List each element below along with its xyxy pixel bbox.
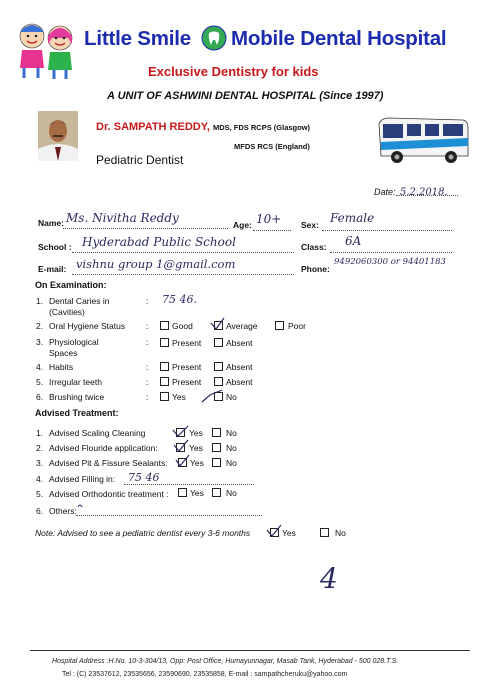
tooth-globe-logo-icon — [201, 25, 227, 51]
other-scribble — [78, 505, 82, 507]
date-value[interactable]: 5.2.2018. — [399, 187, 448, 198]
exam-item-label-2: (Cavities) — [49, 307, 85, 317]
hospital-name-right: Mobile Dental Hospital — [231, 27, 447, 50]
followup-no-label: No — [335, 528, 346, 538]
option-label: Yes — [190, 488, 204, 498]
school-field[interactable]: Hyderabad Public School — [82, 235, 236, 249]
option-label: Absent — [226, 362, 253, 372]
exam-item-label-2: Spaces — [49, 348, 78, 358]
absent-checkbox[interactable] — [214, 362, 223, 371]
treatment-item-num: 2. — [36, 443, 44, 453]
option-label: No — [226, 488, 237, 498]
footer-address: Hospital Address :H.No. 10-3-304/13, Opp: Post Office, Humayunnagar, Masab Tank, Hyderabad - 500 028.T.S. — [52, 658, 399, 665]
treatment-item-label: Advised Filling in: — [49, 474, 116, 484]
unit-line: A UNIT OF ASHWINI DENTAL HOSPITAL (Since 1997) — [107, 90, 384, 102]
sex-underline — [322, 230, 452, 231]
doctor-photo-icon — [38, 111, 78, 161]
date-row — [374, 182, 448, 200]
exam-item-num: 3. — [36, 337, 44, 347]
treatment-item-num: 4. — [36, 474, 44, 484]
age-label: Age: — [233, 220, 252, 230]
exam-item-num: 6. — [36, 392, 44, 402]
school-underline — [72, 252, 294, 253]
option-label: Present — [172, 362, 202, 372]
footer-rule — [30, 650, 470, 651]
no-checkbox[interactable] — [212, 443, 221, 452]
treatment-item-label: Advised Scaling Cleaning — [49, 428, 146, 438]
name-field[interactable]: Ms. Nivitha Reddy — [66, 211, 179, 225]
exam-item-label: Irregular teeth — [49, 377, 102, 387]
exam-item-num: 1. — [36, 296, 44, 306]
doctor-name-text: Dr. SAMPATH REDDY, — [96, 121, 210, 133]
option-label: Good — [172, 321, 193, 331]
exam-colon: : — [146, 362, 149, 372]
option-label: No — [226, 458, 237, 468]
treatment-item-num: 3. — [36, 458, 44, 468]
school-label: School : — [38, 242, 72, 252]
doctor-degrees-1: MDS, FDS RCPS (Glasgow) — [212, 123, 311, 132]
present-checkbox[interactable] — [160, 377, 169, 386]
treatment-heading: Advised Treatment: — [35, 408, 119, 418]
exam-item-label: Habits — [49, 362, 74, 372]
date-underline — [396, 195, 458, 196]
doctor-degrees-2: MFDS RCS (England) — [234, 142, 310, 151]
kids-logo-icon — [14, 18, 82, 80]
doctor-name — [96, 121, 310, 133]
option-label: Average — [226, 321, 258, 331]
option-label: Absent — [226, 338, 253, 348]
exam-colon: : — [146, 321, 149, 331]
exam-item-num: 2. — [36, 321, 44, 331]
followup-yes-checkbox[interactable] — [270, 528, 279, 537]
exam-colon: : — [146, 296, 149, 306]
treatment-item-label: Advised Orthodontic treatment : — [49, 489, 169, 499]
filling-field[interactable]: 75 46 — [128, 471, 160, 484]
option-label: No — [226, 428, 237, 438]
present-checkbox[interactable] — [160, 338, 169, 347]
treatment-item-label: Advised Flouride application: — [49, 443, 158, 453]
no-checkbox[interactable] — [212, 488, 221, 497]
email-underline — [72, 274, 294, 275]
doctor-specialty: Pediatric Dentist — [96, 153, 184, 167]
option-label: Poor — [288, 321, 306, 331]
option-label: Absent — [226, 377, 253, 387]
no-checkbox[interactable] — [212, 428, 221, 437]
exam-item-label: Physiological — [49, 337, 99, 347]
tagline: Exclusive Dentistry for kids — [148, 64, 319, 79]
absent-checkbox[interactable] — [214, 338, 223, 347]
email-label: E-mail: — [38, 264, 67, 274]
yes-checkbox[interactable] — [176, 443, 185, 452]
yes-checkbox[interactable] — [160, 392, 169, 401]
exam-item-num: 5. — [36, 377, 44, 387]
option-label: Yes — [189, 443, 203, 453]
option-label: Yes — [189, 428, 203, 438]
date-label: Date: — [374, 187, 396, 197]
examination-heading: On Examination: — [35, 280, 107, 290]
option-label: Yes — [172, 392, 186, 402]
good-checkbox[interactable] — [160, 321, 169, 330]
filling-underline — [124, 484, 254, 485]
followup-no-checkbox[interactable] — [320, 528, 329, 537]
email-field[interactable]: vishnu group 1@gmail.com — [76, 257, 236, 271]
footer-contact: Tel : (C) 23537612, 23535656, 23590690, 23535858, E-mail : sampathcheruku@yahoo.com — [62, 671, 348, 678]
average-checkbox[interactable] — [214, 321, 223, 330]
present-checkbox[interactable] — [160, 362, 169, 371]
yes-checkbox[interactable] — [176, 428, 185, 437]
followup-note: Note: Advised to see a pediatric dentist every 3-6 months — [35, 528, 251, 538]
hospital-name-left: Little Smile — [84, 27, 191, 50]
class-field[interactable]: 6A — [345, 234, 362, 248]
yes-checkbox[interactable] — [178, 488, 187, 497]
name-underline — [63, 228, 228, 229]
treatment-item-num: 6. — [36, 506, 44, 516]
yes-checkbox[interactable] — [178, 458, 187, 467]
exam-colon: : — [146, 337, 149, 347]
phone-label: Phone: — [301, 264, 330, 274]
exam-item-label: Oral Hygiene Status — [49, 321, 126, 331]
option-label: No — [226, 392, 237, 402]
exam-colon: : — [146, 392, 149, 402]
followup-yes-label: Yes — [282, 528, 296, 538]
exam-colon: : — [146, 377, 149, 387]
treatment-item-num: 5. — [36, 489, 44, 499]
option-label: Present — [172, 377, 202, 387]
name-label: Name: — [38, 218, 64, 228]
exam-item-label: Dental Caries in — [49, 296, 110, 306]
treatment-item-num: 1. — [36, 428, 44, 438]
treatment-item-label: Advised Pit & Fissure Sealants: — [49, 458, 168, 468]
page-mark: 4 — [320, 562, 338, 595]
others-underline — [76, 515, 262, 516]
treatment-item-label: Others: — [49, 506, 77, 516]
class-label: Class: — [301, 242, 327, 252]
class-underline — [330, 252, 452, 253]
option-label: No — [226, 443, 237, 453]
age-field[interactable]: 10+ — [256, 212, 282, 226]
option-label: Present — [172, 338, 202, 348]
exam-item-num: 4. — [36, 362, 44, 372]
no-checkbox[interactable] — [212, 458, 221, 467]
option-label: Yes — [190, 458, 204, 468]
mobile-bus-image-icon — [375, 114, 470, 169]
poor-checkbox[interactable] — [275, 321, 284, 330]
absent-checkbox[interactable] — [214, 377, 223, 386]
no-checkbox[interactable] — [214, 392, 223, 401]
phone-field[interactable]: 9492060300 or 94401183 — [334, 257, 446, 267]
age-underline — [253, 230, 291, 231]
dental-caries-field[interactable]: 75 46. — [162, 293, 197, 306]
sex-field[interactable]: Female — [330, 211, 375, 225]
sex-label: Sex: — [301, 220, 319, 230]
exam-item-label: Brushing twice — [49, 392, 105, 402]
